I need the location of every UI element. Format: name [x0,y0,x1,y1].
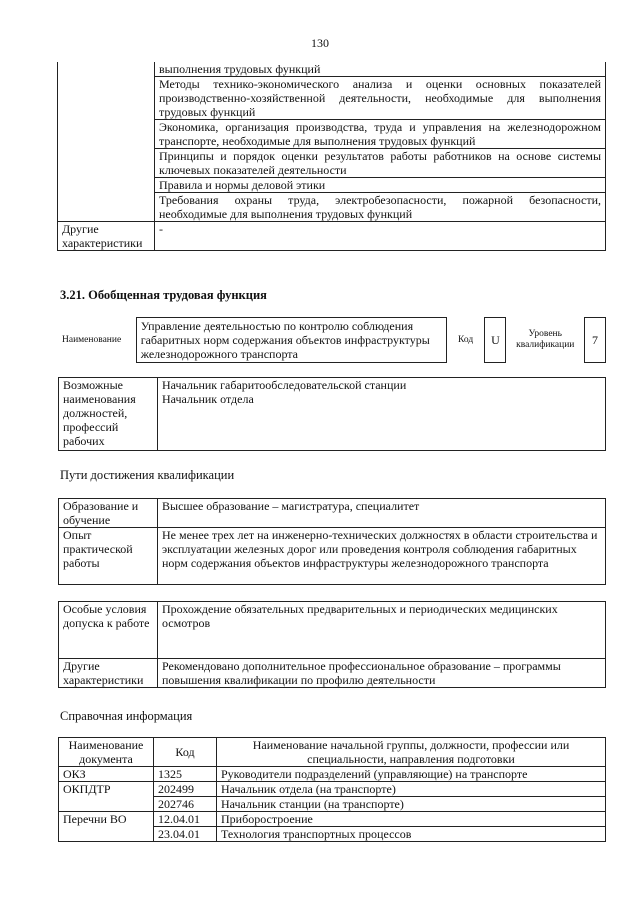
ref-code: 12.04.01 [154,812,217,827]
knowledge-label-cell [58,62,155,222]
ref-header-doc: Наименование документа [59,738,154,767]
knowledge-table [57,62,606,251]
knowledge-item: Принципы и порядок оценки результатов работы работников на основе системы ключевых показателей деятельности [155,149,606,178]
education-value: Высшее образование – магистратура, специалитет [158,499,606,528]
ref-doc: ОКПДТР [59,782,154,812]
other-characteristics-value: - [155,222,606,251]
ref-code: 1325 [154,767,217,782]
knowledge-item: Экономика, организация производства, труда и управления на железнодорожном транспорте, необходимые для выполнения трудовых функций [155,120,606,149]
positions-table [58,377,606,451]
positions-label: Возможные наименования должностей, профессий рабочих [59,378,158,451]
reference-title: Справочная информация [60,709,193,723]
other-label: Другие характеристики [59,659,158,688]
ref-header-code: Код [154,738,217,767]
code-label: Код [458,334,474,345]
code-value: U [485,318,506,363]
ref-header-name: Наименование начальной группы, должности, профессии или специальности, направления подготовки [217,738,606,767]
paths-table [58,498,606,585]
table-row [59,767,606,782]
knowledge-item: Методы технико-экономического анализа и оценки основных показателей производственно-хозяйственной деятельности, необходимые для выполнения трудовых функций [155,77,606,120]
name-table [60,317,606,363]
conditions-table [58,601,606,688]
position-item: Начальник габаритообследовательской станции [162,378,407,392]
experience-label: Опыт практической работы [59,528,158,585]
ref-code: 202746 [154,797,217,812]
education-label: Образование и обучение [59,499,158,528]
ref-name: Начальник станции (на транспорте) [217,797,606,812]
ref-name: Технология транспортных процессов [217,827,606,842]
ref-doc: Перечни ВО [59,812,154,842]
table-row [59,782,606,797]
level-value: 7 [585,318,606,363]
ref-name: Приборостроение [217,812,606,827]
ref-name: Начальник отдела (на транспорте) [217,782,606,797]
special-conditions-label: Особые условия допуска к работе [59,602,158,659]
section-title: 3.21. Обобщенная трудовая функция [60,288,267,302]
ref-doc: ОКЗ [59,767,154,782]
other-characteristics-label: Другие характеристики [58,222,155,251]
name-label: Наименование [62,334,122,345]
experience-value: Не менее трех лет на инженерно-технических должностях в области строительства и эксплуатации железных дорог или проведения контроля соблюдения габаритных норм содержания объектов инфраструктуры железнодорожного транспорта [158,528,606,585]
positions-values [158,378,606,451]
knowledge-item: выполнения трудовых функций [155,62,606,77]
position-item: Начальник отдела [162,392,254,406]
reference-table [58,737,606,842]
ref-code: 202499 [154,782,217,797]
knowledge-item: Требования охраны труда, электробезопасности, пожарной безопасности, необходимые для выполнения трудовых функций [155,193,606,222]
other-value: Рекомендовано дополнительное профессиональное образование – программы повышения квалификации по профилю деятельности [158,659,606,688]
paths-title: Пути достижения квалификации [60,468,235,482]
ref-code: 23.04.01 [154,827,217,842]
knowledge-item: Правила и нормы деловой этики [155,178,606,193]
ref-name: Руководители подразделений (управляющие) на транспорте [217,767,606,782]
level-label: Уровень квалификации [516,329,575,350]
table-row [59,812,606,827]
page-number: 130 [311,36,329,50]
special-conditions-value: Прохождение обязательных предварительных и периодических медицинских осмотров [158,602,606,659]
name-value: Управление деятельностью по контролю соблюдения габаритных норм содержания объектов инфраструктуры железнодорожного транспорта [136,318,446,363]
